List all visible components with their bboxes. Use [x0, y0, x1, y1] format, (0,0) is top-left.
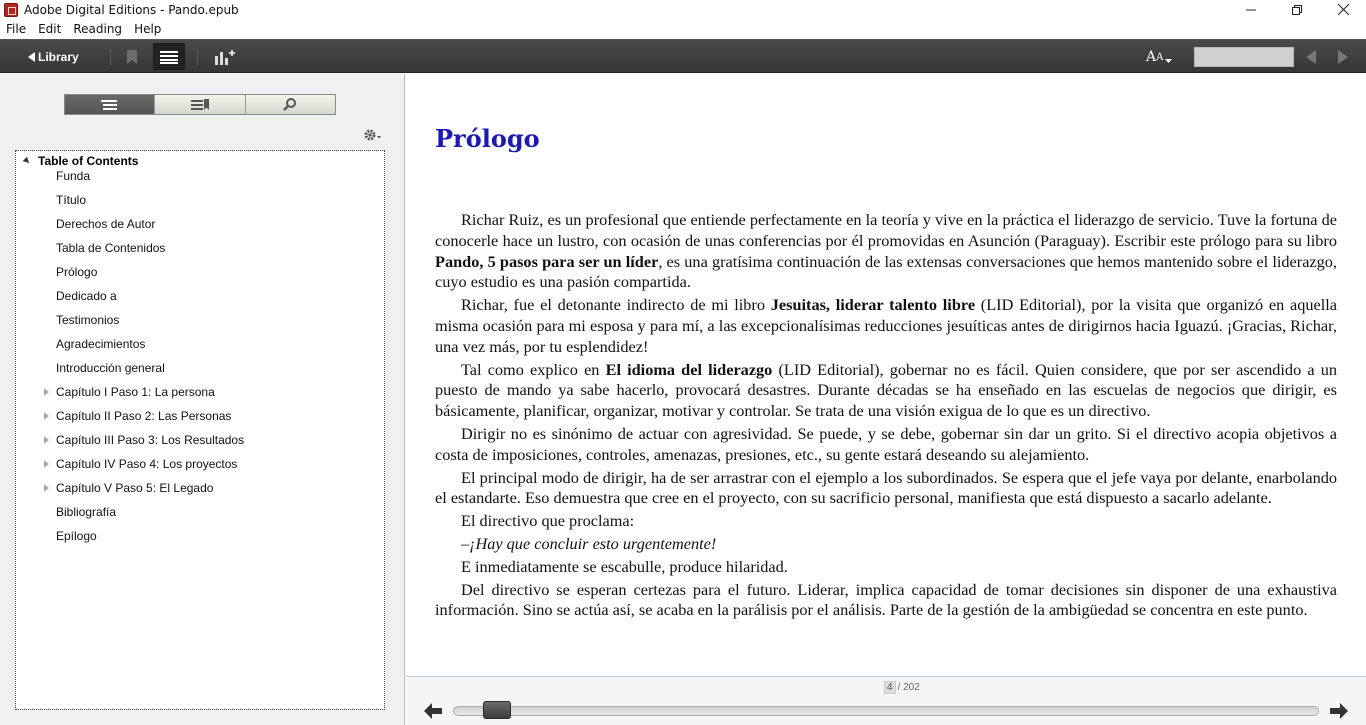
- expand-triangle-icon[interactable]: [44, 388, 49, 396]
- body-paragraph: [435, 511, 1337, 532]
- expand-triangle-icon[interactable]: [44, 484, 49, 492]
- bookmarks-view-tab[interactable]: [154, 95, 244, 114]
- bookmark-list-icon: [191, 99, 209, 111]
- toc-item[interactable]: [56, 456, 237, 472]
- italic-text: –¡Hay que concluir esto urgentemente!: [461, 533, 717, 553]
- bold-text: El idioma del liderazgo: [605, 359, 773, 379]
- body-paragraph: [435, 210, 1337, 293]
- page-slider-thumb[interactable]: [483, 701, 511, 719]
- toolbar-divider: [110, 49, 111, 65]
- toc-item-label: Bibliografía: [56, 505, 117, 519]
- panel-view-switcher: [64, 94, 336, 115]
- toolbar-divider: [197, 49, 198, 65]
- toc-item[interactable]: [56, 432, 244, 448]
- body-paragraph: [435, 295, 1337, 357]
- toc-item-label: Capítulo IV Paso 4: Los proyectos: [56, 457, 238, 471]
- text-run: Richar, fue el detonante indirecto de mi libro: [461, 295, 771, 315]
- next-page-icon[interactable]: [1338, 50, 1348, 64]
- menu-help[interactable]: Help: [134, 22, 162, 36]
- text-run: (LID Editorial), gobernar no es fácil. Quien considere, que por ser ascendido a un puesto de mando ya sabe hacerlo, provocará desastres. Durante décadas se ha enseñado en las escuelas de negocios que dirigir, es básicamente, planificar, organizar, motivar y controlar. Se trata de una visión exigua de lo que es un directivo.: [435, 359, 1337, 421]
- toc-item-label: Capítulo V Paso 5: El Legado: [56, 481, 214, 495]
- search-icon: [283, 98, 297, 112]
- text-run: (LID Editorial), por la visita que organizó en aquella misma ocasión para mi esposa y para mí, a las excepcionalísimas reducciones jesuíticas antes de dirigirnos hacia Iguazú. ¡Gracias, Richar, una vez más, por tu esplendidez!: [435, 295, 1337, 356]
- toc-item[interactable]: [56, 216, 155, 232]
- next-page-arrow-icon[interactable]: [1330, 703, 1348, 719]
- toc-item-label: Introducción general: [56, 361, 165, 375]
- toc-item-label: Tabla de Contenidos: [56, 241, 166, 255]
- page-slider-track[interactable]: [453, 706, 1319, 716]
- add-bookmark-stats-icon[interactable]: [213, 48, 235, 66]
- body-paragraph: [435, 424, 1337, 466]
- menu-edit[interactable]: Edit: [38, 22, 62, 36]
- toc-item[interactable]: [56, 408, 231, 424]
- toc-item-label: Prólogo: [56, 265, 98, 279]
- toc-item-label: Derechos de Autor: [56, 217, 156, 231]
- window-controls: [1228, 0, 1366, 19]
- bold-text: Jesuitas, liderar talento libre: [770, 295, 976, 315]
- toc-item[interactable]: [56, 288, 117, 304]
- chapter-body: [435, 210, 1337, 623]
- toc-item[interactable]: [56, 528, 97, 544]
- expand-triangle-icon[interactable]: [44, 460, 49, 468]
- toc-item[interactable]: [56, 312, 119, 328]
- toc-item-label: Capítulo I Paso 1: La persona: [56, 385, 215, 399]
- toc-item[interactable]: [56, 360, 165, 376]
- current-page-input[interactable]: 4: [884, 681, 896, 694]
- toc-root-label: Table of Contents: [38, 154, 139, 168]
- restore-icon[interactable]: [1274, 0, 1320, 19]
- menu-file[interactable]: File: [6, 22, 27, 36]
- toc-item[interactable]: [56, 504, 116, 520]
- text-run: El directivo que proclama:: [461, 511, 635, 531]
- toc-item-label: Capítulo II Paso 2: Las Personas: [56, 409, 232, 423]
- font-size-button[interactable]: [1146, 48, 1172, 66]
- chevron-down-icon: [1165, 59, 1172, 64]
- toc-root[interactable]: [24, 154, 138, 168]
- toc-item[interactable]: [56, 192, 86, 208]
- bold-text: Pando, 5 pasos para ser un líder: [435, 251, 659, 271]
- minimize-icon[interactable]: [1228, 0, 1274, 19]
- expand-triangle-icon[interactable]: [44, 436, 49, 444]
- reading-pane: [406, 74, 1366, 676]
- toc-item[interactable]: [56, 384, 215, 400]
- previous-page-arrow-icon[interactable]: [424, 703, 442, 719]
- back-arrow-icon: [28, 52, 35, 62]
- toc-item-label: Título: [56, 193, 87, 207]
- toc-item-label: Capítulo III Paso 3: Los Resultados: [56, 433, 245, 447]
- body-paragraph: [435, 360, 1337, 422]
- body-paragraph: [435, 580, 1337, 622]
- toc-item[interactable]: [56, 168, 90, 184]
- previous-page-icon[interactable]: [1306, 50, 1316, 64]
- toc-item[interactable]: [56, 336, 145, 352]
- toc-item-label: Dedicado a: [56, 289, 117, 303]
- text-run: Richar Ruiz, es un profesional que entiende perfectamente en la teoría y vive en la práctica el liderazgo de servicio. Tuve la fortuna de conocerle hace un lustro, con ocasión de unas conferencias por él promovidas en Asunción (Paraguay). Escribir este prólogo para su libro: [435, 210, 1337, 250]
- list-icon: [101, 99, 119, 111]
- body-paragraph: [435, 468, 1337, 510]
- font-size-label-large: A: [1146, 49, 1157, 65]
- text-run: Dirigir no es sinónimo de actuar con agresividad. Se puede, y se debe, gobernar sin dar un grito. Si el directivo acopia objetivos a costa de imposiciones, controles, amenazas, presiones, etc., su gente estará deseando su alejamiento.: [435, 423, 1337, 464]
- title-bar: [0, 0, 1366, 19]
- body-paragraph: [435, 534, 1337, 555]
- body-paragraph: [435, 557, 1337, 578]
- window-title: Adobe Digital Editions - Pando.epub: [24, 2, 239, 17]
- toc-tree: [15, 150, 385, 710]
- search-view-tab[interactable]: [245, 95, 335, 114]
- font-size-label-small: A: [1156, 51, 1164, 63]
- toc-item[interactable]: [56, 480, 213, 496]
- page-indicator: [884, 681, 920, 694]
- text-run: Del directivo se esperan certezas para el futuro. Liderar, implica capacidad de tomar decisiones sin disponer de una exhaustiva información. Sino se actúa así, se acaba en la parálisis por el análisis. Parte de la gestión de la ambigüedad se concentra en este punto.: [435, 579, 1337, 620]
- chapter-title: Prólogo: [435, 124, 540, 153]
- total-pages: / 202: [897, 682, 920, 693]
- toc-item-label: Testimonios: [56, 313, 120, 327]
- toc-item[interactable]: [56, 240, 165, 256]
- navigation-panel: [0, 74, 405, 725]
- text-run: El principal modo de dirigir, ha de ser arrastrar con el ejemplo a los subordinados. Se espera que el jefe vaya por delante, enarbolando el estandarte. Eso demuestra que cree en el proyecto, con su sacrificio personal, manifiesta que está dispuesto a sacarlo adelante.: [435, 467, 1337, 508]
- expand-triangle-icon[interactable]: [44, 412, 49, 420]
- expanded-triangle-icon: [23, 157, 31, 165]
- text-run: E inmediatamente se escabulle, produce hilaridad.: [461, 556, 788, 576]
- toc-item-label: Funda: [56, 169, 91, 183]
- bookmark-icon[interactable]: [126, 49, 138, 65]
- close-icon[interactable]: [1320, 0, 1366, 19]
- toc-item-label: Agradecimientos: [56, 337, 146, 351]
- toc-toggle-button[interactable]: [153, 43, 185, 70]
- page-navigation: [406, 676, 1366, 725]
- reader-toolbar: [0, 39, 1366, 73]
- gear-icon[interactable]: [362, 127, 382, 143]
- text-run: , es una gratísima continuación de las extensas conversaciones que hemos mantenido sobre el liderazgo, cuyo estudio es una pasión compartida.: [435, 251, 1337, 292]
- search-input[interactable]: [1194, 47, 1294, 67]
- menu-reading[interactable]: Reading: [73, 22, 123, 36]
- list-icon: [160, 50, 178, 64]
- library-button[interactable]: [28, 48, 79, 66]
- toc-view-tab[interactable]: [65, 95, 154, 114]
- text-run: Tal como explico en: [461, 359, 606, 379]
- toc-item-label: Epílogo: [56, 529, 97, 543]
- menu-bar: [0, 19, 1366, 39]
- app-icon: [4, 3, 18, 17]
- toc-item[interactable]: [56, 264, 97, 280]
- library-label: Library: [38, 50, 79, 64]
